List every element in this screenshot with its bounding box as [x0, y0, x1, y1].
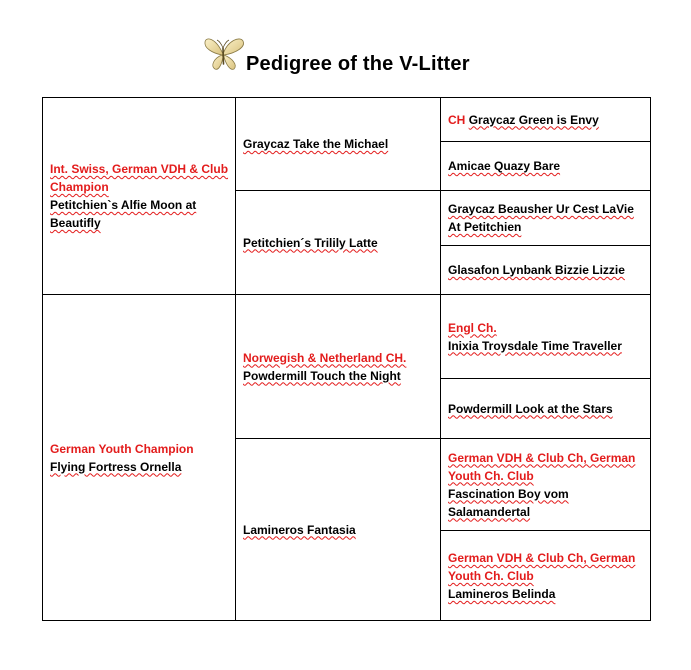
page-title: Pedigree of the V-Litter — [246, 53, 470, 75]
grandparent-name: Lamineros Fantasia — [243, 522, 356, 537]
great-grandparent-cell — [441, 295, 650, 378]
sire-titles: Int. Swiss, German VDH & Club Champion — [50, 162, 229, 194]
great-grandparent-cell — [441, 246, 650, 294]
grandparent-name: Petitchien´s Trilily Latte — [243, 235, 378, 250]
great-grandparent-name: Fascination Boy vom Salamandertal — [448, 486, 569, 519]
grandparent-cell — [236, 295, 440, 438]
grandparent-cell — [236, 191, 440, 294]
great-grandparent-cell — [441, 98, 650, 141]
grandparent-cell — [236, 98, 440, 190]
great-grandparent-titles: CH — [448, 112, 466, 127]
great-grandparent-titles: Engl Ch. — [448, 320, 497, 335]
great-grandparent-name: Powdermill Look at the Stars — [448, 401, 613, 416]
dam-cell — [43, 295, 235, 620]
grandparent-name: Graycaz Take the Michael — [243, 137, 389, 151]
dam-titles: German Youth Champion — [50, 441, 194, 456]
great-grandparent-cell — [441, 191, 650, 245]
great-grandparent-cell — [441, 379, 650, 438]
sire-cell — [43, 98, 235, 294]
great-grandparent-cell — [441, 142, 650, 190]
great-grandparent-name: Inixia Troysdale Time Traveller — [448, 338, 622, 353]
sire-name: Petitchien`s Alfie Moon at Beautifly — [50, 198, 197, 230]
butterfly-icon — [202, 34, 246, 74]
great-grandparent-titles: German VDH & Club Ch, German Youth Ch. Club — [448, 551, 636, 583]
pedigree-table — [42, 97, 651, 621]
great-grandparent-name: Amicae Quazy Bare — [448, 159, 561, 173]
grandparent-cell — [236, 439, 440, 620]
great-grandparent-titles: German VDH & Club Ch, German Youth Ch. Club — [448, 450, 636, 483]
grandparent-titles: Norwegish & Netherland CH. — [243, 350, 407, 365]
great-grandparent-cell — [441, 439, 650, 530]
dam-name: Flying Fortress Ornella — [50, 459, 182, 474]
great-grandparent-cell — [441, 531, 650, 620]
great-grandparent-name: Lamineros Belinda — [448, 587, 556, 601]
great-grandparent-name: Glasafon Lynbank Bizzie Lizzie — [448, 263, 625, 277]
great-grandparent-name: Graycaz Beausher Ur Cest LaVie At Petitchien — [448, 202, 634, 234]
grandparent-name: Powdermill Touch the Night — [243, 368, 401, 383]
great-grandparent-name: Graycaz Green is Envy — [468, 112, 599, 127]
